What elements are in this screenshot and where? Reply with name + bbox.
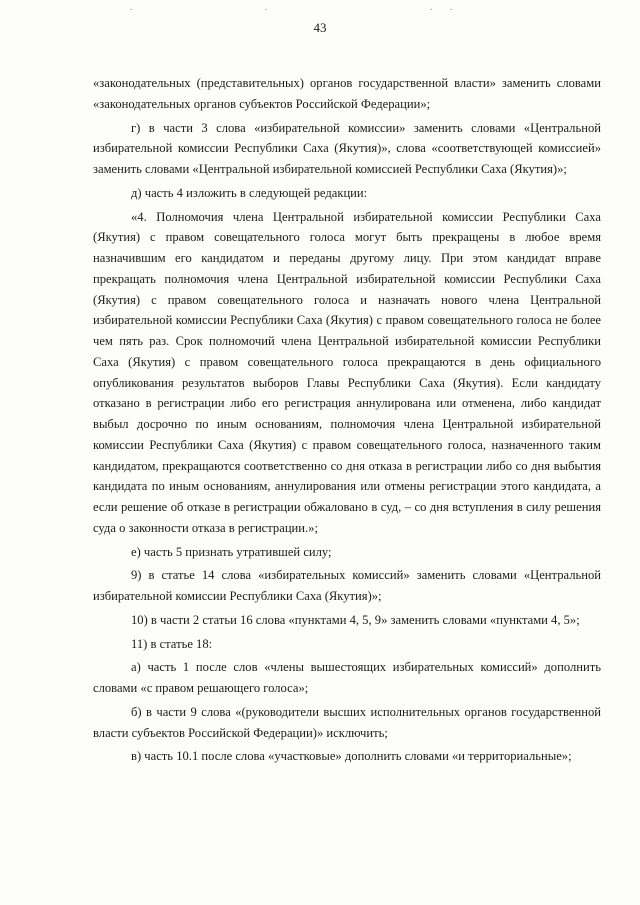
paragraph: д) часть 4 изложить в следующей редакции:: [131, 185, 368, 200]
paragraph: б) в части 9 слова «(руководители высших исполнительных органов государственной власти субъектов Российской Федерации)» исключить;: [93, 704, 601, 740]
paragraph: а) часть 1 после слов «члены вышестоящих избирательных комиссий» дополнить словами «с правом решающего голоса»;: [93, 660, 601, 695]
paragraph: «законодательных (представительных) органов государственной власти» заменить словами «законодательных органов субъектов Российской Федерации»;: [93, 76, 601, 111]
paragraph: «4. Полномочия члена Центральной избирательной комиссии Республики Саха (Якутия) с правом совещательного голоса могут быть прекращены в любое время назначившим его кандидатом и переданы другому лицу. При этом кандидат вправе прекращать полномочия члена Центральной избирательной комиссии Республики Саха (Якутия) с правом совещательного голоса и назначать нового члена Центральной избирательной комиссии Республики Саха (Якутия) с правом совещательного голоса не более чем пять раз. Срок полномочий члена Центральной избирательной комиссии Республики Саха (Якутия) с правом совещательного голоса прекращаются в день официального опубликования результатов выборов Главы Республики Саха (Якутия). Если кандидату отказано в регистрации либо его регистрация аннулирована или отменена, либо кандидат выбыл досрочно по иным основаниям, полномочия члена Центральной избирательной комиссии Республики Саха (Якутия) с правом совещательного голоса, назначенного таким кандидатом, прекращаются соответственно со дня отказа в регистрации либо со дня выбытия кандидата по иным основаниям, аннулирования или отмены регистрации этого кандидата, а если решение об отказе в регистрации обжаловано в суд, – со дня вступления в силу решения суда о законности отказа в регистрации.»;: [93, 209, 601, 535]
document-body: [93, 73, 601, 770]
paragraph: е) часть 5 признать утратившей силу;: [131, 544, 332, 559]
scan-artifact: [430, 9, 432, 10]
scan-artifact: [130, 9, 132, 10]
paragraph: 9) в статье 14 слова «избирательных комиссий» заменить словами «Центральной избирательной комиссии Республики Саха (Якутия)»;: [93, 568, 601, 603]
paragraph: в) часть 10.1 после слова «участковые» дополнить словами «и территориальные»;: [131, 749, 572, 764]
paragraph: г) в части 3 слова «избирательной комиссии» заменить словами «Центральной избирательной комиссии Республики Саха (Якутия)», слова «соответствующей комиссией» заменить словами «Центральной избирательной комиссией Республики Саха (Якутия)»;: [93, 120, 601, 176]
scan-artifact: [450, 9, 452, 10]
paragraph: 11) в статье 18:: [131, 636, 213, 651]
page-number: 43: [313, 20, 327, 35]
paragraph: 10) в части 2 статьи 16 слова «пунктами 4, 5, 9» заменить словами «пунктами 4, 5»;: [131, 612, 580, 627]
scan-artifact: [265, 9, 267, 10]
